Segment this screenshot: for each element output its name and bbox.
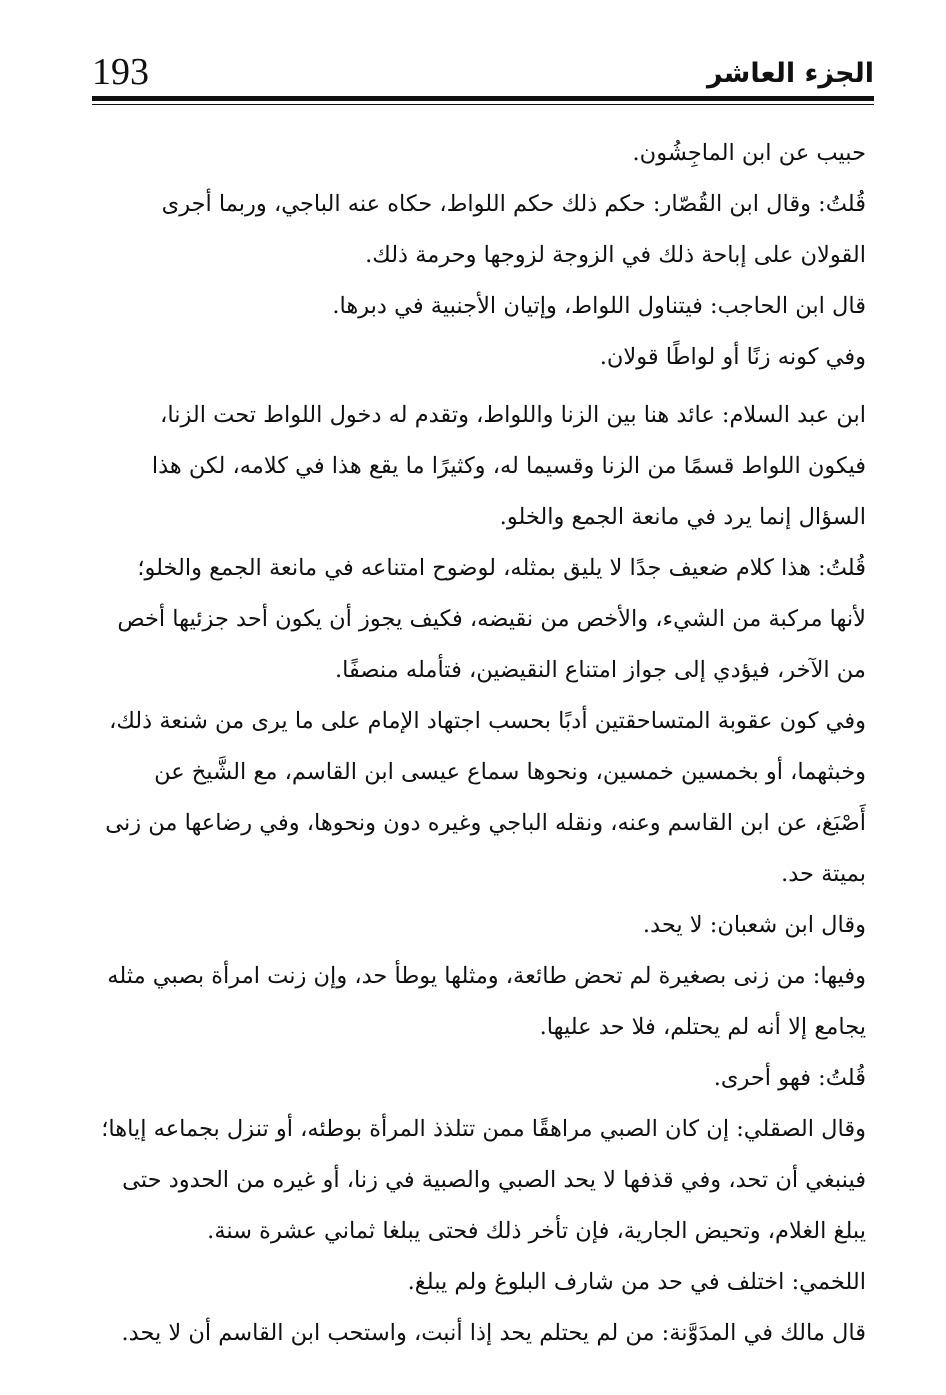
header-rule-thin <box>92 104 874 105</box>
paragraph: حبيب عن ابن الماجِشُون. <box>632 140 866 166</box>
paragraph: ابن عبد السلام: عائد هنا بين الزنا واللواط، وتقدم له دخول اللواط تحت الزنا، فيكون اللواط قسمًا من الزنا وقسيما له، وكثيرًا ما يقع هذا في كلامه، لكن هذا السؤال إنما يرد في مانعة الجمع والخلو. <box>151 402 866 530</box>
paragraph: وفي كونه زنًا أو لواطًا قولان. <box>599 344 866 370</box>
page-header <box>92 46 874 102</box>
paragraph: قال ابن الحاجب: فيتناول اللواط، وإتيان الأجنبية في دبرها. <box>332 293 866 319</box>
paragraph: وفي كون عقوبة المتساحقتين أدبًا بحسب اجتهاد الإمام على ما يرى من شنعة ذلك، وخبثهما، أو بخمسين خمسين، ونحوها سماع عيسى ابن القاسم، مع الشَّيخ عن أَصْبَغ، عن ابن القاسم وعنه، ونقله الباجي وغيره دون ونحوها، وفي رضاعها من زنى بميتة حد. <box>105 708 866 887</box>
paragraph: قُلتُ: هذا كلام ضعيف جدًا لا يليق بمثله، لوضوح امتناعه في مانعة الجمع والخلو؛ لأنها مركبة من الشيء، والأخص من نقيضه، فكيف يجوز أن يكون أحد جزئيها أخص من الآخر، فيؤدي إلى جواز امتناع النقيضين، فتأمله منصفًا. <box>117 555 866 683</box>
paragraph: قُلتُ: وقال ابن القُصّار: حكم ذلك حكم اللواط، حكاه عنه الباجي، وربما أجرى القولان على إباحة ذلك في الزوجة لزوجها وحرمة ذلك. <box>161 191 866 268</box>
paragraph: وقال الصقلي: إن كان الصبي مراهقًا ممن تتلذذ المرأة بوطئه، أو تنزل بجماعه إياها؛ فينبغي أن تحد، وفي قذفها لا يحد الصبي والصبية في زنا، أو غيره من الحدود حتى يبلغ الغلام، وتحيض الجارية، فإن تأخر ذلك فحتى يبلغا ثماني عشرة سنة. <box>101 1116 866 1244</box>
paragraph: قُلتُ: فهو أحرى. <box>713 1065 866 1091</box>
running-title: الجزء العاشر <box>707 58 874 89</box>
paragraph: قال مالك في المدَوَّنة: من لم يحتلم يحد إذا أنبت، واستحب ابن القاسم أن لا يحد. <box>121 1320 866 1346</box>
body-text <box>96 128 866 1359</box>
paragraph: وفيها: من زنى بصغيرة لم تحض طائعة، ومثلها يوطأ حد، وإن زنت امرأة بصبي مثله يجامع إلا أنه لم يحتلم، فلا حد عليها. <box>107 963 866 1040</box>
paragraph: وقال ابن شعبان: لا يحد. <box>642 912 866 938</box>
paragraph: اللخمي: اختلف في حد من شارف البلوغ ولم يبلغ. <box>407 1269 866 1295</box>
page-number: 193 <box>92 51 149 93</box>
header-rule-thick <box>92 96 874 101</box>
